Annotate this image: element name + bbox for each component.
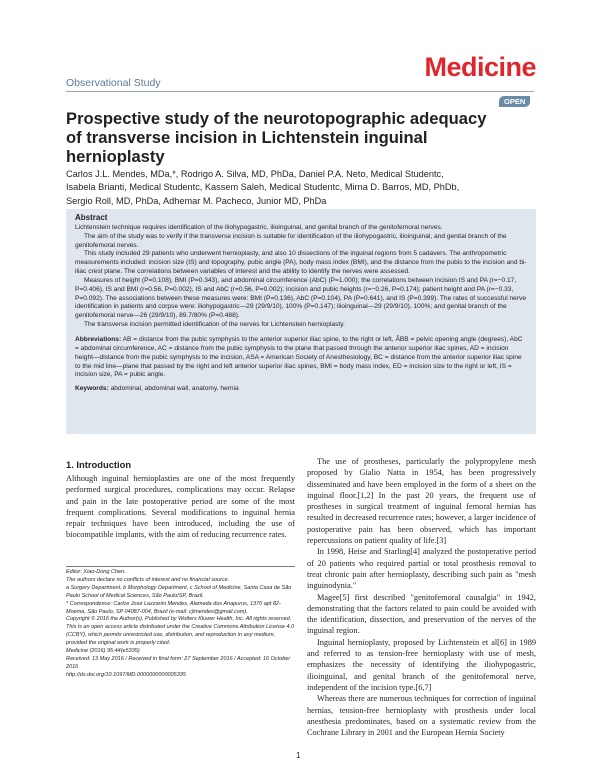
- footnote-license: This is an open access article distributed under the Creative Commons Attribution License 4.0 (CCBY), which permits unrestricted use, distribution, and reproduction in any medium, provided the original work is properly cited.: [66, 624, 295, 647]
- abstract-content: [75, 214, 527, 394]
- keywords-text: abdominal, abdominal wall, anatomy, hernia: [110, 385, 239, 393]
- header-divider: [66, 91, 534, 92]
- footnote-correspondence: * Correspondence: Carlos José Lazzarini Mendes, Alameda dos Anapurus, 1370 apt 82-Moema, São Paulo, SP 04087-004, Brazil (e-mail: cjlmendes@gmail.com).: [66, 600, 281, 615]
- journal-logo: Medicine: [424, 52, 536, 82]
- section-heading-introduction: 1. Introduction: [66, 459, 132, 470]
- body-paragraph: Inguinal hernioplasty, proposed by Lichtenstein et al[6] in 1989 and referred to as tension-free hernioplasty with use of mesh, emphasizes the necessity of identifying the iliohypogastric, ilioinguinal, and genital branch of the genitofemoral nerve, independent of the incision type.[6,7]: [307, 637, 536, 692]
- abstract-paragraph: The transverse incision permitted identification of the nerves for Lichtenstein hernioplasty.: [84, 321, 345, 329]
- right-column: [307, 456, 536, 738]
- abstract-paragraph: The aim of the study was to verify if the transverse incision is suitable for identification of the iliohypogastric, ilioinguinal, and genital branch of the genitofemoral nerves.: [75, 232, 507, 249]
- author-list: [66, 168, 536, 208]
- open-access-badge: OPEN: [499, 96, 530, 107]
- keywords-label: Keywords:: [75, 385, 109, 393]
- body-paragraph: Whereas there are numerous techniques for correction of inguinal hernias, tension-free hernioplasty with prosthesis under local anesthesia predominates, based on a systematic review from the Cochrane Library in 2001 and the European Hernia Society: [307, 694, 536, 738]
- abstract-heading: Abstract: [75, 213, 108, 222]
- footnote-editor: Editor: Xiao-Dong Chen.: [66, 569, 126, 575]
- abstract-paragraph: Lichtenstein technique requires identification of the iliohypogastric, ilioinguinal, and genital branch of the genitofemoral nerves.: [75, 223, 443, 231]
- body-paragraph: Magee[5] first described "genitofemoral causalgia" in 1942, demonstrating that the factors related to pain could be avoided with the identification, dissection, and preservation of the nerves of the inguinal region.: [307, 592, 536, 636]
- abstract-paragraph: Measures of height (P=0.108), BMI (P=0.343), and abdominal circumference (AbC) (P=1.000); the correlations between incision IS and PA (r=−0.17, P=0.406), IS and BMI (r=0.56, P=0.002), IS and AbC (r=0.56, P=0.002); incision and pubic heights (r=−0.26, P=0.174); patient height and PA (r=−0.33, P=0.092). The associations between these measures were: BMI (P=0.136), AbC (P=0.104), PA (P=0.641), and IS (P=0.399). The rates of successful nerve identification in patients and corpse were: iliohypogastric—29 (29/9/10), 100% (P=0.147); ilioinguinal—29 (29/9/10), 100%; and genital branch of the genitofemoral nerve—26 (29/9/10), 89.7/80% (P=0.488).: [75, 276, 527, 320]
- abbreviations-label: Abbreviations:: [75, 335, 122, 343]
- body-paragraph: In 1998, Heise and Starling[4] analyzed the postoperative period of 20 patients who required partial or total prosthesis removal to treat chronic pain after hernioplasty, describing such pain as "mesh inguinodynia.": [307, 547, 536, 591]
- article-title: Prospective study of the neurotopographic adequacy of transverse incision in Lichtenstein inguinal hernioplasty: [66, 109, 487, 166]
- footnote-conflict: The authors declare no conflicts of interest and no financial source.: [66, 576, 230, 583]
- author-line: Isabela Brianti, Medical Studentc, Kassem Saleh, Medical Studentc, Mirna D. Barros, MD, PhDb,: [66, 182, 460, 193]
- footnote-divider: [66, 566, 295, 567]
- page-number: 1: [296, 751, 301, 760]
- author-line: Sergio Roll, MD, PhDa, Adhemar M. Pacheco, Junior MD, PhDa: [66, 195, 327, 206]
- body-paragraph: Although inguinal hernioplasties are one of the most frequently performed surgical procedures, complications may occur. Relapse and pain in the late postoperative period are some of the most frequent complications. Several modifications to inguinal hernia repair techniques have been introduced, including the use of biocompatible implants, with the aim of reducing recurrence rates.: [66, 474, 295, 540]
- footnote-citation: Medicine (2016) 95:44(e5335): [66, 648, 140, 655]
- abbreviations-text: AB = distance from the pubic symphysis to the anterior superior iliac spine, to the right or left, ÂBB = pelvic opening angle (degrees), AbC = abdominal circumference, AC = distance from the pubic symphysis to the plane that passed through the anterior superior iliac spines, AD = incision height—distance from the pubic symphysis to the incision, ASA = American Society of Anesthesiology, BC = distance from the anterior superior iliac spine to the mid line—plane that passed by the right and left anterior superior iliac spines, BMI = body mass index, ED = incision size to the right or left, IS = incision size, PA = pubic angle.: [75, 335, 523, 379]
- section-label: Observational Study: [66, 77, 161, 89]
- author-line: Carlos J.L. Mendes, MDa,*, Rodrigo A. Silva, MD, PhDa, Daniel P.A. Neto, Medical Studentc,: [66, 169, 444, 179]
- body-paragraph: The use of prostheses, particularly the polypropylene mesh proposed by Gialio Natta in 1954, has been progressively disseminated and have been employed in the form of a sheet on the inguinal floor.[1,2] In the past 20 years, the frequent use of prostheses in surgical treatment of inguinal femoral hernias has resulted in decreased recurrence rates; however, a larger incidence of postoperative pain has been observed, which has important repercussions on patient quality of life.[3]: [307, 457, 536, 546]
- left-column: [66, 473, 295, 541]
- abbreviations: [75, 336, 527, 380]
- abstract-paragraph: This study included 29 patients who underwent hernioplasty, and also 10 dissections of the inguinal regions from 5 cadavers. The anthropometric measurements included: incision size (IS) and topography, pubic angle (PA), body mass index (BMI), and the distance from the pubis to the incision and bi-iliac crest plane. The correlations between variables of interest and the ability to identify the nerves were assessed.: [75, 250, 527, 276]
- keywords: [75, 385, 527, 394]
- footnote-dates: Received: 13 May 2016 / Received in final form: 27 September 2016 / Accepted: 16 October 2016: [66, 655, 291, 670]
- footnote-copyright: Copyright © 2016 the Author(s). Published by Wolters Kluwer Health, Inc. All rights reserved.: [66, 616, 292, 623]
- footnote-doi[interactable]: http://dx.doi.org/10.1097/MD.0000000000005335: [66, 671, 186, 678]
- footnotes: [66, 569, 295, 680]
- footnote-affiliations: a Surgery Department, b Morphology Department, c School of Medicine, Santa Casa de São Paulo School of Medical Sciences, São Paulo/SP, Brazil.: [66, 584, 292, 599]
